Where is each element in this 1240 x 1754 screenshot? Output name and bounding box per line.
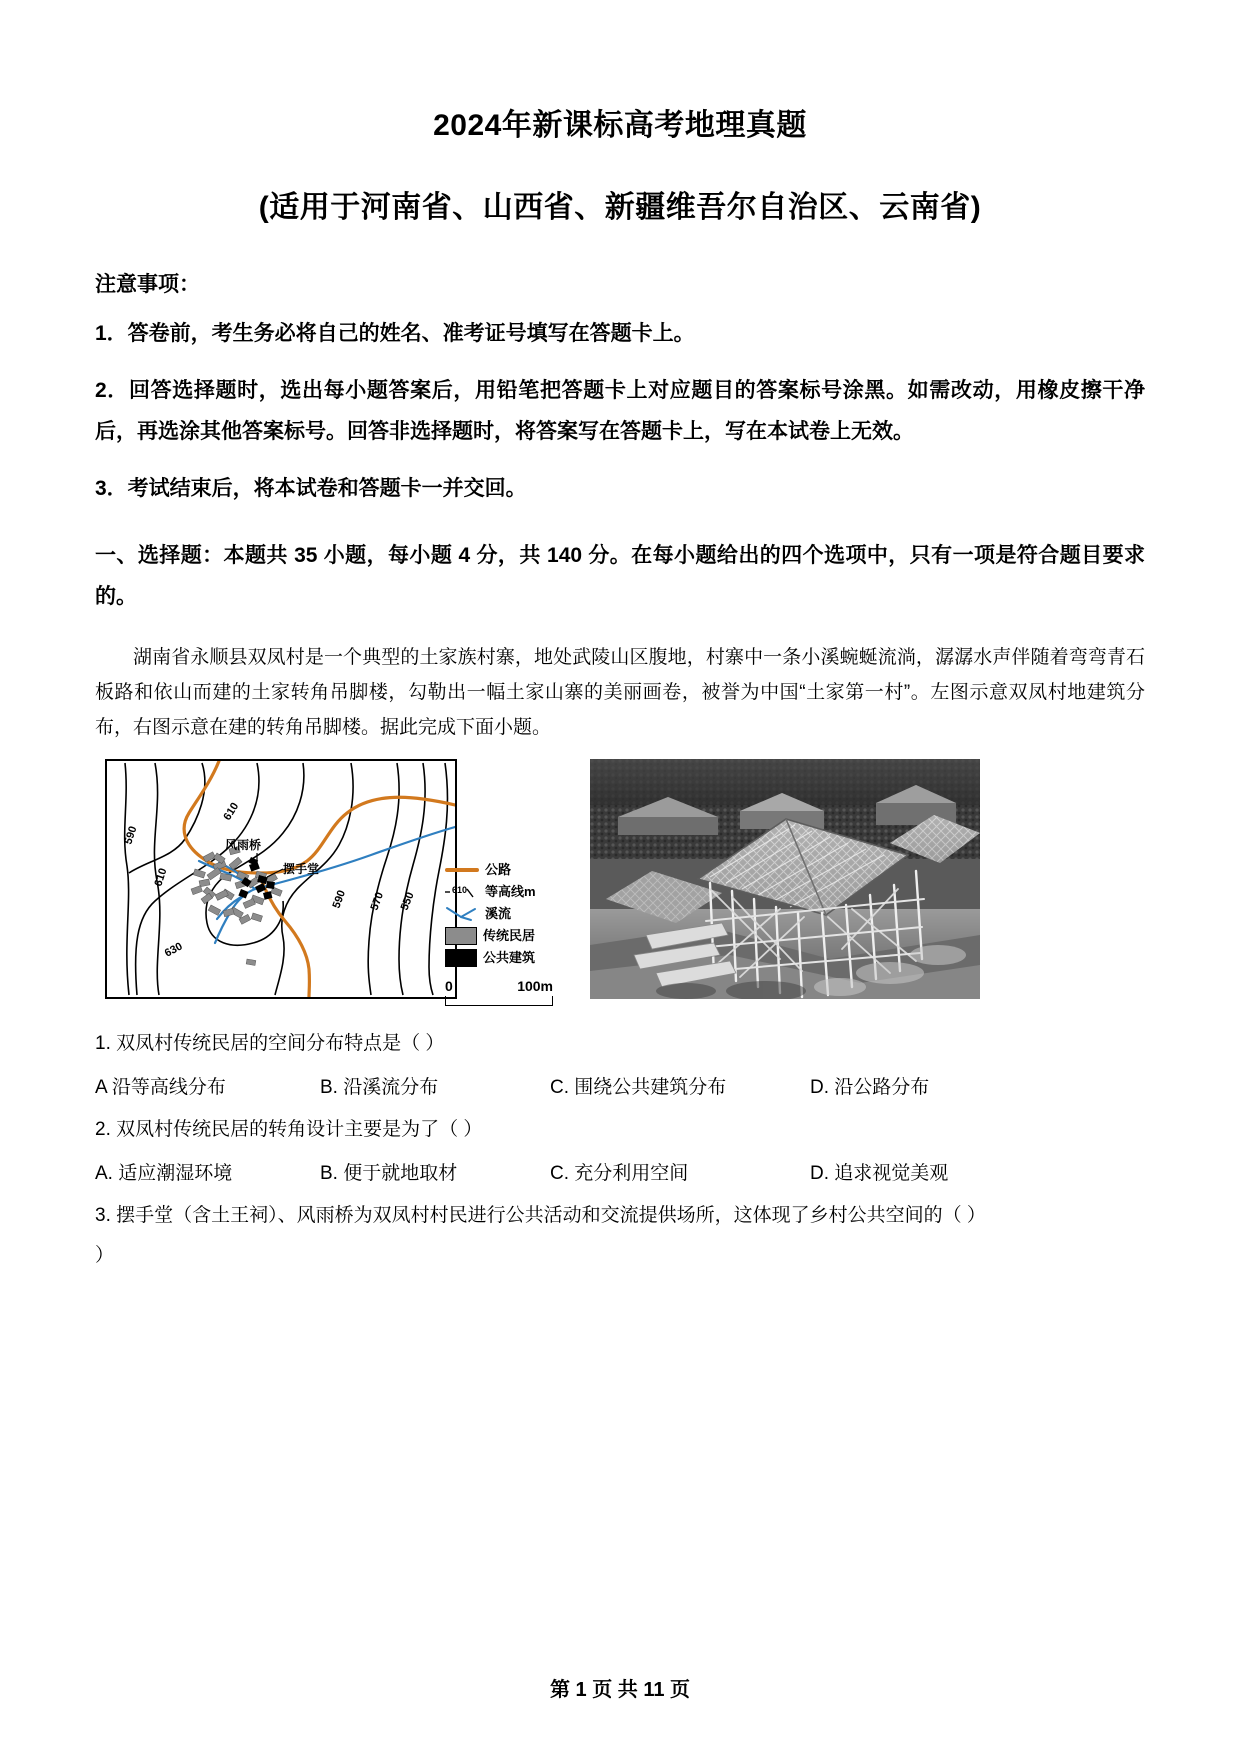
contour-label-610-left: 610 xyxy=(152,866,170,888)
legend-row-traditional xyxy=(445,925,565,947)
passage-text: 湖南省永顺县双凤村是一个典型的土家族村寨，地处武陵山区腹地，村寨中一条小溪蜿蜒流淌，潺潺水声伴随着弯弯青石板路和依山而建的土家转角吊脚楼，勾勒出一幅土家山寨的美丽画卷，被誉为中国“土家第一村”。左图示意双凤村地建筑分布，右图示意在建的转角吊脚楼。据此完成下面小题。 xyxy=(95,646,1145,738)
question-1-option-c[interactable]: C. 围绕公共建筑分布 xyxy=(550,1077,727,1099)
notice-item-1: 1．答卷前，考生务必将自己的姓名、准考证号填写在答题卡上。 xyxy=(95,322,695,345)
map-scale-bar xyxy=(445,979,553,1006)
question-2-option-b[interactable]: B. 便于就地取材 xyxy=(320,1163,458,1185)
legend-row-stream xyxy=(445,903,565,925)
legend-label-traditional: 传统民居 xyxy=(483,928,536,944)
contour-label-590-right: 590 xyxy=(330,888,349,911)
stilt-house-photo xyxy=(590,759,980,999)
map-label-fengyuqiao: 风雨桥 xyxy=(225,838,262,853)
legend-label-road: 公路 xyxy=(485,862,512,878)
question-1-options xyxy=(95,1072,1145,1098)
legend-label-stream: 溪流 xyxy=(485,906,512,922)
question-3-continuation: ） xyxy=(95,1245,115,1267)
map-label-baishoutang: 摆手堂 xyxy=(283,862,320,877)
stream-line-icon xyxy=(445,906,479,922)
contour-label-630: 630 xyxy=(162,940,185,960)
scale-label-start: 0 xyxy=(445,978,453,995)
question-1-option-b[interactable]: B. 沿溪流分布 xyxy=(320,1077,439,1099)
legend-row-public xyxy=(445,947,565,969)
legend-row-contour xyxy=(445,881,565,903)
legend-row-road xyxy=(445,859,565,881)
map-svg xyxy=(107,761,455,997)
page-title: 2024年新课标高考地理真题 xyxy=(433,109,807,142)
legend-label-contour: 等高线m xyxy=(485,884,536,900)
contour-label-550: 550 xyxy=(398,890,417,913)
svg-text:610: 610 xyxy=(452,885,468,896)
page-content xyxy=(95,0,1145,1274)
section-heading: 一、选择题：本题共 35 小题，每小题 4 分，共 140 分。在每小题给出的四个选项中，只有一项是符合题目要求的。 xyxy=(95,543,1145,608)
village-map-figure xyxy=(105,759,457,999)
question-1-stem: 1. 双凤村传统民居的空间分布特点是（ ） xyxy=(95,1033,445,1055)
photo-svg xyxy=(590,759,980,999)
legend-label-public: 公共建筑 xyxy=(483,950,536,966)
map-legend xyxy=(445,859,565,1006)
question-1-option-d[interactable]: D. 沿公路分布 xyxy=(810,1077,930,1099)
page-footer: 第 1 页 共 11 页 xyxy=(549,1679,691,1701)
contour-label-610-top: 610 xyxy=(221,800,242,823)
question-3-stem: 3. 摆手堂（含土王祠）、风雨桥为双凤村村民进行公共活动和交流提供场所，这体现了乡村公共空间的（ ） xyxy=(95,1205,986,1227)
road-line-icon xyxy=(445,868,479,872)
contour-line-icon xyxy=(445,885,479,899)
black-box-icon xyxy=(445,949,477,967)
question-2-option-d[interactable]: D. 追求视觉美观 xyxy=(810,1163,949,1185)
question-2-stem: 2. 双凤村传统民居的转角设计主要是为了（ ） xyxy=(95,1119,483,1141)
notice-item-3: 3．考试结束后，将本试卷和答题卡一并交回。 xyxy=(95,476,527,500)
scale-label-end: 100m xyxy=(517,978,553,995)
page-subtitle: (适用于河南省、山西省、新疆维吾尔自治区、云南省) xyxy=(258,191,982,224)
notice-heading: 注意事项： xyxy=(95,273,200,296)
question-1-option-a[interactable]: A 沿等高线分布 xyxy=(95,1077,226,1099)
scale-bar-graphic xyxy=(445,996,553,1006)
notice-item-2: 2．回答选择题时，选出每小题答案后，用铅笔把答题卡上对应题目的答案标号涂黑。如需改动，用橡皮擦干净后，再选涂其他答案标号。回答非选择题时，将答案写在答题卡上，写在本试卷上无效。 xyxy=(95,378,1145,443)
gray-box-icon xyxy=(445,927,477,945)
contour-label-570: 570 xyxy=(368,890,387,913)
question-2-option-a[interactable]: A. 适应潮湿环境 xyxy=(95,1163,233,1185)
question-2-option-c[interactable]: C. 充分利用空间 xyxy=(550,1163,689,1185)
contour-label-590: 590 xyxy=(122,824,140,846)
question-2-options xyxy=(95,1158,1145,1184)
figure-group xyxy=(95,759,1145,1004)
